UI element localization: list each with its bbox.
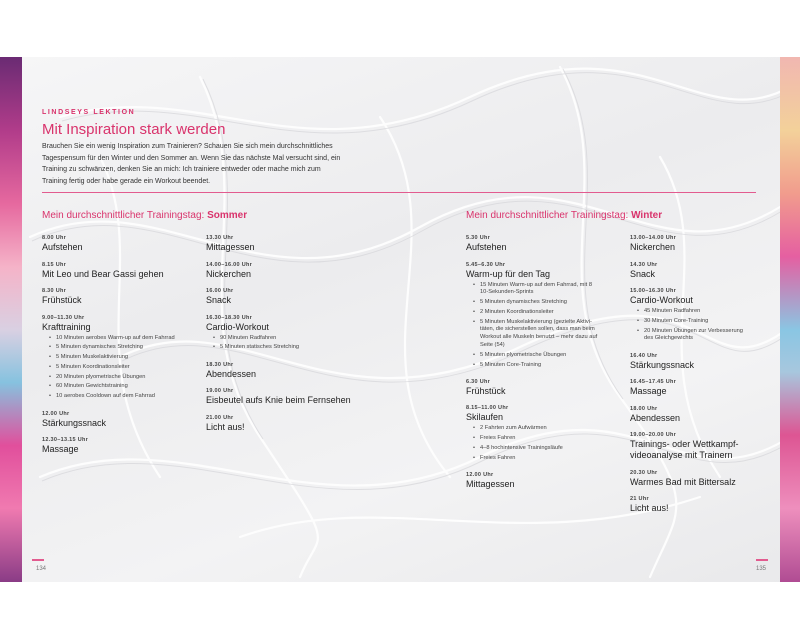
entry-list (630, 307, 743, 344)
entry-time: 12.00 Uhr (466, 472, 494, 479)
schedule-entry (206, 314, 351, 354)
entry-title: Trainings- oder Wettkampf- (630, 439, 739, 450)
schedule-entry (630, 352, 743, 371)
entry-time: 16.45–17.45 Uhr (630, 379, 677, 386)
entry-title: Abendessen (206, 368, 257, 379)
entry-title: Mittagessen (206, 242, 255, 252)
schedule-entry (206, 387, 351, 406)
list-item-continued: Seite (54) (480, 342, 505, 349)
entry-time: 20.30 Uhr (630, 469, 658, 476)
schedule-entry (206, 287, 351, 306)
entry-time: 14.30 Uhr (630, 261, 658, 268)
list-item: • 20 Minuten Übungen zur Verbesserung (630, 327, 743, 337)
entry-title: Frühstück (42, 295, 82, 305)
entry-title-line-2: videoanalyse mit Trainern (630, 450, 733, 461)
list-item: • 5 Minuten Muskelaktivierung (gezielte Aktivi- (466, 318, 597, 328)
entry-time: 9.00–11.30 Uhr (42, 314, 85, 321)
schedule-entry (630, 495, 743, 514)
entry-title: Snack (206, 295, 232, 305)
page-number-marker-right (756, 559, 768, 561)
schedule-entry (466, 378, 597, 397)
entry-title: Licht aus! (630, 503, 669, 514)
entry-title: Mittagessen (466, 479, 515, 490)
schedule-entry (630, 378, 743, 397)
entry-list (466, 281, 597, 371)
list-item-continued: täten, die sicherstellen sollen, dass man beim (480, 326, 595, 333)
divider (42, 192, 756, 193)
list-item: • 2 Minuten Koordinationsleiter (466, 308, 597, 318)
schedule-entry (630, 234, 743, 253)
entry-time: 19.00 Uhr (206, 388, 234, 395)
summer-heading-prefix: Mein durchschnittlicher Trainingstag: (42, 210, 208, 221)
entry-title: Licht aus! (206, 421, 245, 432)
schedule-entry (42, 287, 175, 306)
entry-time: 8.15 Uhr (42, 261, 67, 268)
entry-title: Stärkungssnack (630, 359, 695, 370)
schedule-entry (206, 414, 351, 433)
entry-time: 18.30 Uhr (206, 361, 234, 368)
entry-time: 18.00 Uhr (630, 405, 658, 412)
entry-title: Skilaufen (466, 412, 504, 423)
list-item: • 5 Minuten dynamisches Stretching (466, 298, 597, 308)
entry-time: 13.00–14.00 Uhr (630, 235, 677, 241)
winter-column-2 (630, 234, 743, 522)
entry-time: 6.30 Uhr (466, 378, 491, 385)
list-item: • Freies Fahren (466, 454, 597, 464)
section-kicker: LINDSEYS LEKTION (42, 109, 136, 116)
schedule-entry (630, 261, 743, 280)
entry-title: Warmes Bad mit Bittersalz (630, 476, 736, 487)
list-item: • 15 Minuten Warm-up auf dem Fahrrad, mit 8 (466, 281, 597, 291)
page-title: Mit Inspiration stark werden (42, 121, 226, 138)
schedule-entry (206, 361, 351, 380)
page-number-marker-left (32, 559, 44, 561)
list-item: • 45 Minuten Radfahren (630, 307, 743, 317)
schedule-entry (630, 287, 743, 344)
schedule-entry (466, 261, 597, 371)
entry-time: 8.15–11.00 Uhr (466, 405, 509, 412)
entry-time: 12.00 Uhr (42, 410, 70, 417)
left-color-edge (0, 57, 22, 582)
entry-title: Aufstehen (466, 242, 507, 252)
entry-time: 16.40 Uhr (630, 352, 658, 359)
list-item: • 2 Fahrten zum Aufwärmen (466, 424, 597, 434)
schedule-entry (42, 410, 175, 429)
list-item: • 30 Minuten Core-Training (630, 317, 743, 327)
list-item: • 10 Minuten aerobes Warm-up auf dem Fahrrad (42, 334, 175, 344)
entry-title: Nickerchen (630, 242, 676, 252)
winter-heading-prefix: Mein durchschnittlicher Trainingstag: (466, 210, 632, 221)
schedule-entry (630, 431, 743, 461)
schedule-entry (206, 261, 351, 280)
entry-time: 8.30 Uhr (42, 288, 67, 294)
list-item: • 5 Minuten dynamisches Stretching (42, 343, 175, 353)
winter-column-1 (466, 234, 597, 498)
list-item: • Freies Fahren (466, 434, 597, 444)
entry-time: 16.30–18.30 Uhr (206, 314, 253, 321)
schedule-entry (466, 404, 597, 463)
entry-title: Nickerchen (206, 268, 252, 279)
list-item: • 5 Minuten statisches Stretching (206, 343, 351, 353)
entry-title: Cardio-Workout (630, 295, 693, 305)
entry-title: Stärkungssnack (42, 417, 107, 428)
list-item: • 60 Minuten Gewichtstraining (42, 382, 175, 392)
entry-title: Snack (630, 268, 656, 279)
summer-heading (42, 210, 247, 221)
list-item-continued: des Gleichgewichts (644, 335, 693, 342)
entry-time: 21 Uhr (630, 496, 649, 503)
right-color-edge (780, 57, 800, 582)
list-item: • 5 Minuten Core-Training (466, 361, 597, 371)
entry-list (42, 334, 175, 403)
entry-time: 5.30 Uhr (466, 235, 491, 241)
summer-heading-season: Sommer (207, 210, 248, 221)
entry-title: Krafttraining (42, 321, 91, 332)
list-item-continued: Workout alle Muskeln benutzt – mehr dazu auf (480, 334, 598, 341)
entry-time: 13.30 Uhr (206, 235, 234, 241)
entry-title: Abendessen (630, 412, 681, 423)
entry-title: Cardio-Workout (206, 321, 269, 332)
schedule-entry (42, 436, 175, 455)
schedule-entry (42, 234, 175, 253)
list-item: • 5 Minuten Muskelaktivierung (42, 353, 175, 363)
entry-title: Frühstück (466, 385, 506, 396)
summer-column-1 (42, 234, 175, 463)
entry-time: 21.00 Uhr (206, 414, 234, 421)
schedule-entry (42, 261, 175, 280)
entry-title: Mit Leo und Bear Gassi gehen (42, 268, 164, 279)
schedule-entry (206, 234, 351, 253)
entry-time: 15.00–16.30 Uhr (630, 288, 677, 294)
winter-heading (466, 210, 662, 221)
entry-title: Massage (630, 386, 667, 397)
list-item: • 4–8 hochintensive Trainingsläufe (466, 444, 597, 454)
entry-list (466, 424, 597, 463)
schedule-entry (630, 469, 743, 488)
list-item-continued: 10-Sekunden-Sprints (480, 289, 534, 296)
entry-list (206, 334, 351, 354)
entry-time: 16.00 Uhr (206, 288, 234, 294)
schedule-entry (466, 471, 597, 490)
entry-time: 14.00–16.00 Uhr (206, 261, 253, 268)
schedule-entry (42, 314, 175, 403)
list-item: • 20 Minuten plyometrische Übungen (42, 373, 175, 383)
entry-time: 19.00–20.00 Uhr (630, 432, 677, 439)
winter-heading-season: Winter (631, 210, 663, 221)
intro-paragraph: Brauchen Sie ein wenig Inspiration zum Trainieren? Schauen Sie sich mein durchschnittliches Tagespensum für den Winter und den Sommer an. Wenn Sie das nächste Mal versucht sind, ein Training zu schwänzen, denken Sie an mich: Ich trainiere entweder oder mache mich zum Training fertig oder habe gerade ein Workout beendet. (42, 143, 341, 185)
entry-title: Warm-up für den Tag (466, 268, 551, 279)
list-item: • 5 Minuten plyometrische Übungen (466, 351, 597, 361)
entry-time: 8.00 Uhr (42, 235, 67, 241)
summer-column-2 (206, 234, 351, 440)
page-number-left: 134 (36, 566, 47, 572)
entry-title: Aufstehen (42, 242, 83, 252)
entry-title: Massage (42, 444, 79, 455)
list-item: • 5 Minuten Koordinationsleiter (42, 363, 175, 373)
entry-time: 5.45–6.30 Uhr (466, 261, 506, 268)
entry-title: Eisbeutel aufs Knie beim Fernsehen (206, 395, 351, 406)
entry-time: 12.30–13.15 Uhr (42, 437, 89, 444)
list-item: • 10 aerobes Cooldown auf dem Fahrrad (42, 392, 175, 402)
page-number-right: 135 (756, 566, 767, 572)
schedule-entry (466, 234, 597, 253)
list-item: • 90 Minuten Radfahren (206, 334, 351, 344)
schedule-entry (630, 405, 743, 424)
